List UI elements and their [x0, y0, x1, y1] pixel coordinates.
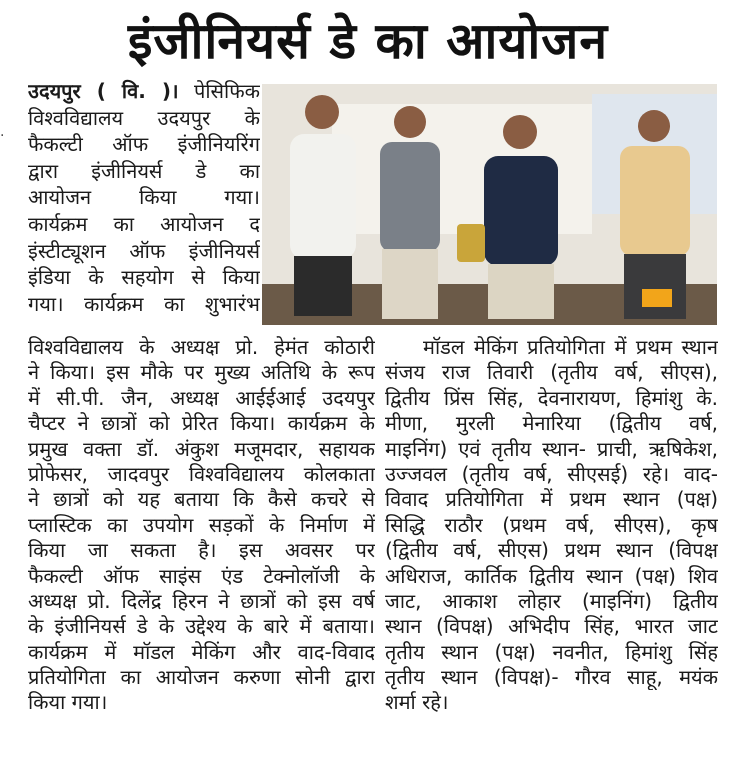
- article-line: माइनिंग) एवं तृतीय स्थान- प्राची, ऋषिकेश,: [385, 436, 718, 461]
- article-line: जाट, आकाश लोहार (माइनिंग) द्वितीय: [385, 588, 718, 613]
- article-line: विश्वविद्यालय उदयपुर के: [28, 105, 260, 130]
- article-line: इंडिया के सहयोग से किया: [28, 265, 260, 290]
- article-line: फैकल्टी ऑफ इंजीनियरिंग: [28, 132, 260, 157]
- clipping-edge-mark: ·: [0, 128, 5, 144]
- article-line: इंस्टीट्यूशन ऑफ इंजीनियर्स: [28, 238, 260, 263]
- article-line: के इंजीनियर्स डे के उद्देश्य के बारे में बताया।: [28, 614, 375, 639]
- article-line: आयोजन किया गया।: [28, 185, 260, 210]
- article-line: फैकल्टी ऑफ साइंस एंड टेक्नोलॉजी के: [28, 563, 375, 588]
- article-line: विश्वविद्यालय के अध्यक्ष प्रो. हेमंत कोठारी: [28, 335, 375, 359]
- article-column-right: [385, 335, 718, 716]
- dateline: उदयपुर ( वि. )।: [28, 79, 179, 103]
- article-line: किया जा सकता है। इस अवसर पर: [28, 538, 375, 563]
- article-line: गया। कार्यक्रम का शुभारंभ: [28, 291, 260, 316]
- article-line: शर्मा रहे।: [385, 690, 449, 715]
- article-line: स्थान (विपक्ष) अभिदीप सिंह, भारत जाट: [385, 614, 718, 639]
- article-line: कार्यक्रम में मॉडल मेकिंग और वाद-विवाद: [28, 639, 375, 664]
- event-photo: [262, 84, 717, 325]
- article-line: उज्जवल (तृतीय वर्ष, सीएसई) रहे। वाद-: [385, 461, 718, 486]
- article-line: मीणा, मुरली मेनारिया (द्वितीय वर्ष,: [385, 411, 718, 436]
- article-line: तृतीय स्थान (पक्ष) नवनीत, हिमांशु सिंह: [385, 639, 718, 664]
- article-line: सिद्धि राठौर (प्रथम वर्ष, सीएस), कृष: [385, 512, 718, 537]
- article-line: संजय राज तिवारी (तृतीय वर्ष, सीएस),: [385, 360, 718, 385]
- article-line: किया गया।: [28, 690, 108, 715]
- article-line: प्रोफेसर, जादवपुर विश्वविद्यालय कोलकाता: [28, 461, 375, 486]
- article-text: पेसिफिक: [193, 79, 260, 103]
- article-line: (द्वितीय वर्ष, सीएस) प्रथम स्थान (विपक्ष: [385, 538, 718, 563]
- article-column-left: [28, 335, 375, 716]
- article-line: अधिराज, कार्तिक द्वितीय स्थान (पक्ष) शिव: [385, 563, 718, 588]
- photo-illustration: [262, 84, 717, 325]
- article-line: चैप्टर ने छात्रों को प्रेरित किया। कार्यक्रम के: [28, 411, 375, 436]
- article-line: मॉडल मेकिंग प्रतियोगिता में प्रथम स्थान: [423, 335, 718, 359]
- article-line: ने छात्रों को यह बताया कि कैसे कचरे से: [28, 487, 375, 512]
- article-line: द्वारा इंजीनियर्स डे का: [28, 158, 260, 183]
- article-line: द्वितीय प्रिंस सिंह, देवनारायण, हिमांशु के.: [385, 385, 718, 410]
- article-line: [28, 78, 260, 105]
- article-line: में सी.पी. जैन, अध्यक्ष आईईआई उदयपुर: [28, 385, 375, 410]
- trophy: [457, 224, 485, 262]
- article-line: कार्यक्रम का आयोजन द: [28, 211, 260, 236]
- article-column-top: [28, 78, 260, 317]
- article-line: तृतीय स्थान (विपक्ष)- गौरव साहू, मयंक: [385, 665, 718, 690]
- article-line: प्रमुख वक्ता डॉ. अंकुश मजूमदार, सहायक: [28, 436, 375, 461]
- article-line: ने किया। इस मौके पर मुख्य अतिथि के रूप: [28, 360, 375, 385]
- article-line: प्रतियोगिता का आयोजन करुणा सोनी द्वारा: [28, 665, 375, 690]
- article-line: अध्यक्ष प्रो. दिलेंद्र हिरन ने छात्रों को इस वर्ष: [28, 588, 375, 613]
- article-line: विवाद प्रतियोगिता में प्रथम स्थान (पक्ष): [385, 487, 718, 512]
- headline: इंजीनियर्स डे का आयोजन: [127, 12, 609, 70]
- article-line: प्लास्टिक का उपयोग सड़कों के निर्माण में: [28, 512, 375, 537]
